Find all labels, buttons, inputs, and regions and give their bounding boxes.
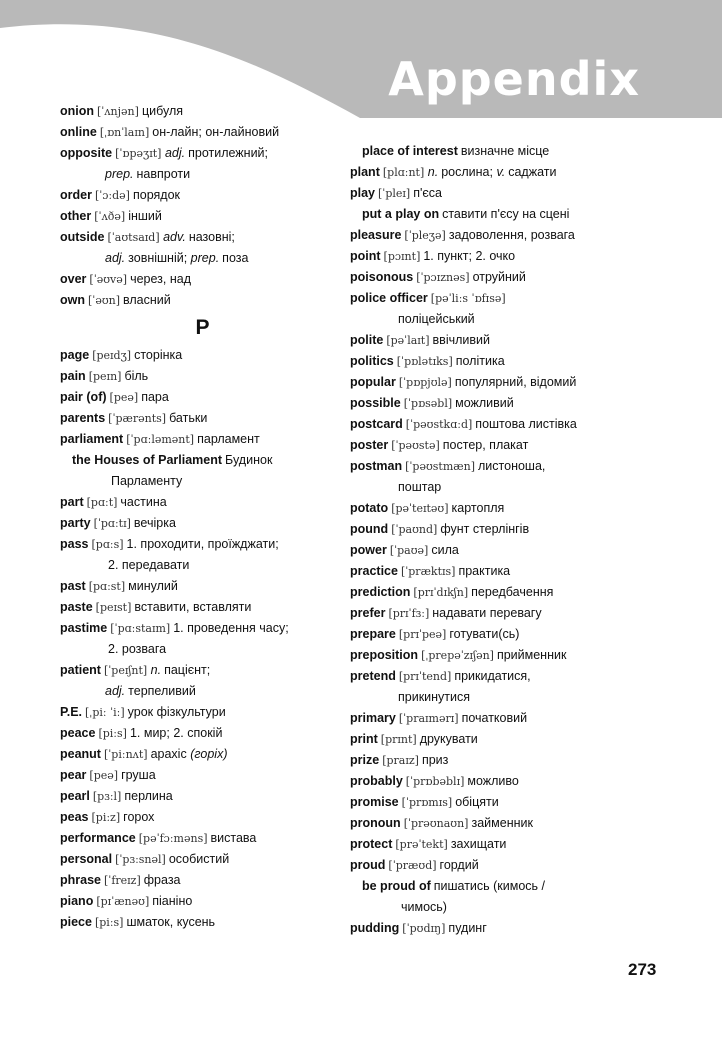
headword: paste [60, 600, 93, 614]
headword: postman [350, 459, 403, 473]
headword: peas [60, 810, 89, 824]
dictionary-entry [350, 498, 650, 519]
entry-continuation [350, 477, 650, 498]
translation: передбачення [471, 585, 554, 599]
headword: police officer [350, 291, 428, 305]
transcription: [ˈpɑːləmənt] [126, 433, 195, 446]
dictionary-entry [350, 267, 650, 288]
transcription: [ˈpaʊnd] [391, 523, 438, 536]
entry-continuation [350, 309, 650, 330]
dictionary-entry [350, 414, 650, 435]
transcription: [praɪz] [382, 754, 419, 767]
headword: primary [350, 711, 396, 725]
dictionary-entry [350, 372, 650, 393]
translation: вставити, вставляти [134, 600, 252, 614]
translation: інший [128, 209, 162, 223]
transcription: [pɜːl] [92, 790, 122, 803]
page-title: Appendix [388, 52, 640, 106]
headword: pudding [350, 921, 400, 935]
transcription: [peə] [89, 769, 119, 782]
transcription: [ˈəʊvə] [89, 273, 128, 286]
transcription: [ˈɒpəʒɪt] [115, 147, 162, 160]
headword: performance [60, 831, 136, 845]
headword: poisonous [350, 270, 414, 284]
transcription: [pəˈteɪtəʊ] [391, 502, 449, 515]
headword: promise [350, 795, 399, 809]
transcription: [ˈpræktɪs] [400, 565, 456, 578]
translation: практика [458, 564, 511, 578]
headword: probably [350, 774, 403, 788]
sub-entry [350, 876, 650, 897]
headword: order [60, 188, 92, 202]
dictionary-entry [60, 870, 345, 891]
headword: polite [350, 333, 384, 347]
dictionary-entry [350, 729, 650, 750]
transcription: [peɪn] [88, 370, 122, 383]
translation: урок фізкультури [127, 705, 226, 719]
translation: минулий [128, 579, 178, 593]
translation: особистий [168, 852, 230, 866]
translation: готувати(сь) [449, 627, 520, 641]
translation: біль [124, 369, 149, 383]
transcription: [ˈaʊtsaɪd] [107, 231, 160, 244]
transcription: [pɔɪnt] [383, 250, 421, 263]
translation: 2. розвага [108, 642, 167, 656]
headword: prize [350, 753, 380, 767]
translation: терпеливий [128, 684, 196, 698]
transcription: [pɪˈænəʊ] [96, 895, 150, 908]
headword: own [60, 293, 85, 307]
headword: be proud of [362, 879, 431, 893]
part-of-speech: adv. [163, 230, 186, 244]
transcription: [prɪˈpeə] [398, 628, 447, 641]
headword: phrase [60, 873, 101, 887]
transcription: [ˈpɜːsnəl] [115, 853, 166, 866]
dictionary-entry [60, 492, 345, 513]
headword: pass [60, 537, 89, 551]
translation: пара [141, 390, 169, 404]
dictionary-entry [60, 269, 345, 290]
headword: power [350, 543, 387, 557]
headword: page [60, 348, 90, 362]
transcription: [ˈpleɪ] [378, 187, 411, 200]
dictionary-entry [60, 786, 345, 807]
transcription: [ˈpraɪmərɪ] [398, 712, 459, 725]
headword: P.E. [60, 705, 83, 719]
headword: parents [60, 411, 106, 425]
translation: отруйний [472, 270, 526, 284]
transcription: [pəˈlaɪt] [386, 334, 430, 347]
headword: politics [350, 354, 394, 368]
translation: батьки [169, 411, 208, 425]
translation: ввічливий [432, 333, 490, 347]
translation: початковий [461, 711, 528, 725]
translation: навпроти [136, 167, 191, 181]
translation: шматок, кусень [126, 915, 216, 929]
transcription: [ˈəʊn] [88, 294, 121, 307]
dictionary-entry [60, 227, 345, 248]
transcription: [ˈprɒbəblɪ] [405, 775, 465, 788]
translation: фраза [143, 873, 181, 887]
translation: листоноша, [478, 459, 546, 473]
translation: пацієнт; [164, 663, 211, 677]
translation: парламент [197, 432, 260, 446]
headword: proud [350, 858, 386, 872]
transcription: [ˈʌðə] [94, 210, 126, 223]
translation: прийменник [496, 648, 567, 662]
translation: поліцейський [398, 312, 475, 326]
translation: чимось) [401, 900, 447, 914]
headword: prefer [350, 606, 386, 620]
dictionary-entry [60, 597, 345, 618]
transcription: [ˌɒnˈlaɪn] [99, 126, 150, 139]
translation: протилежний; [188, 146, 269, 160]
dictionary-entry [60, 723, 345, 744]
dictionary-entry [60, 122, 345, 143]
part-of-speech: n. [150, 663, 162, 677]
translation: назовні; [188, 230, 235, 244]
translation: сторінка [134, 348, 183, 362]
letter-heading: P [195, 316, 210, 339]
dictionary-entry [350, 540, 650, 561]
entry-continuation [60, 555, 345, 576]
entry-continuation [350, 687, 650, 708]
headword: potato [350, 501, 389, 515]
transcription: [ˈpræʊd] [388, 859, 437, 872]
headword: other [60, 209, 92, 223]
transcription: [prɪˈfɜː] [388, 607, 430, 620]
dictionary-entry [60, 891, 345, 912]
translation: рослина; [441, 165, 493, 179]
translation: 1. мир; 2. спокій [129, 726, 223, 740]
dictionary-entry [350, 393, 650, 414]
headword: party [60, 516, 91, 530]
translation: піаніно [152, 894, 193, 908]
page-number: 273 [628, 960, 657, 979]
headword: pleasure [350, 228, 402, 242]
translation: зовнішній; [128, 251, 188, 265]
transcription: [ˌprepəˈzɪʃən] [421, 649, 494, 662]
dictionary-entry [60, 345, 345, 366]
translation: он-лайн; он-лайновий [152, 125, 280, 139]
transcription: [ˈpəʊstə] [391, 439, 440, 452]
headword: popular [350, 375, 396, 389]
dictionary-entry [350, 624, 650, 645]
dictionary-entry [350, 771, 650, 792]
transcription: [ˈpʊdɪŋ] [402, 922, 446, 935]
translation: політика [455, 354, 505, 368]
translation: п'єса [413, 186, 442, 200]
headword: patient [60, 663, 101, 677]
sub-entry [350, 141, 650, 162]
transcription: [peə] [109, 391, 139, 404]
dictionary-entry [60, 534, 345, 555]
translation: 1. проходити, проїжджати; [126, 537, 279, 551]
dictionary-entry [350, 813, 650, 834]
transcription: [plɑːnt] [382, 166, 425, 179]
headword: personal [60, 852, 113, 866]
sub-entry-continuation [60, 471, 345, 492]
headword: piano [60, 894, 94, 908]
headword: protect [350, 837, 393, 851]
translation: 1. проведення часу; [173, 621, 289, 635]
transcription: [ˈpeɪʃnt] [103, 664, 148, 677]
translation: ставити п'єсу на сцені [442, 207, 570, 221]
transcription: [ˈpɑːstaɪm] [110, 622, 171, 635]
translation: прикидатися, [454, 669, 531, 683]
dictionary-entry [350, 225, 650, 246]
headword: onion [60, 104, 95, 118]
translation: порядок [132, 188, 180, 202]
headword: the Houses of Parliament [72, 453, 223, 467]
transcription: [ˈprəʊnaʊn] [403, 817, 469, 830]
transcription: [ˈpɒlətɪks] [396, 355, 453, 368]
transcription: [ˈpiːnʌt] [103, 748, 148, 761]
sub-entry-continuation [350, 897, 650, 918]
headword: parliament [60, 432, 124, 446]
headword: prepare [350, 627, 396, 641]
transcription: [ˈpleʒə] [404, 229, 446, 242]
translation: картопля [451, 501, 505, 515]
dictionary-entry [350, 162, 650, 183]
headword: point [350, 249, 381, 263]
entry-continuation [60, 248, 345, 269]
translation: пишатись (кимось / [433, 879, 546, 893]
entry-continuation [60, 681, 345, 702]
dictionary-entry [60, 702, 345, 723]
sub-entry [350, 204, 650, 225]
left-column [60, 101, 345, 933]
transcription: [ˈpɑːtɪ] [93, 517, 131, 530]
dictionary-entry [350, 519, 650, 540]
translation: арахіс [150, 747, 187, 761]
transcription: [piːz] [91, 811, 121, 824]
translation: цибуля [141, 104, 184, 118]
headword: postcard [350, 417, 403, 431]
transcription: [pɑːs] [91, 538, 124, 551]
part-of-speech: adj. [105, 684, 126, 698]
entry-continuation [60, 164, 345, 185]
translation: 2. передавати [108, 558, 190, 572]
transcription: [ˈʌnjən] [97, 105, 139, 118]
translation: через, над [130, 272, 191, 286]
translation: надавати перевагу [432, 606, 542, 620]
dictionary-entry [350, 918, 650, 939]
dictionary-entry [350, 561, 650, 582]
headword: place of interest [362, 144, 458, 158]
headword: part [60, 495, 84, 509]
headword: put a play on [362, 207, 440, 221]
dictionary-entry [60, 807, 345, 828]
dictionary-entry [350, 792, 650, 813]
dictionary-entry [350, 435, 650, 456]
dictionary-entry [350, 855, 650, 876]
translation: приз [421, 753, 449, 767]
dictionary-entry [60, 206, 345, 227]
dictionary-entry [350, 330, 650, 351]
translation: гордий [439, 858, 479, 872]
dictionary-entry [60, 143, 345, 164]
entry-continuation [60, 639, 345, 660]
dictionary-entry [60, 429, 345, 450]
dictionary-entry [350, 582, 650, 603]
headword: pearl [60, 789, 90, 803]
translation-note: (горіх) [190, 747, 228, 761]
headword: poster [350, 438, 389, 452]
transcription: [ˈpærənts] [108, 412, 167, 425]
headword: peace [60, 726, 96, 740]
transcription: [pəˈfɔːməns] [138, 832, 208, 845]
headword: over [60, 272, 87, 286]
right-column [350, 141, 650, 939]
translation: саджати [508, 165, 557, 179]
headword: prediction [350, 585, 411, 599]
transcription: [pəˈliːs ˈɒfɪsə] [430, 292, 506, 305]
dictionary-entry [60, 744, 345, 765]
transcription: [ˈpəʊstkɑːd] [405, 418, 473, 431]
translation: можливо [467, 774, 519, 788]
translation: поштова листівка [475, 417, 577, 431]
translation: поштар [398, 480, 442, 494]
sub-entry [60, 450, 345, 471]
translation: Парламенту [111, 474, 183, 488]
translation: визначне місце [460, 144, 550, 158]
transcription: [ˈpɔɪznəs] [416, 271, 470, 284]
headword: plant [350, 165, 380, 179]
transcription: [prəˈtekt] [395, 838, 448, 851]
translation: популярний, відомий [454, 375, 577, 389]
headword: pear [60, 768, 87, 782]
dictionary-entry [350, 351, 650, 372]
transcription: [ˈpɒpjʊlə] [398, 376, 452, 389]
dictionary-entry [60, 849, 345, 870]
transcription: [ˈpəʊstmæn] [405, 460, 475, 473]
translation: друкувати [419, 732, 478, 746]
dictionary-entry [350, 183, 650, 204]
transcription: [piːs] [94, 916, 124, 929]
dictionary-entry [60, 387, 345, 408]
translation: власний [123, 293, 171, 307]
dictionary-entry [60, 513, 345, 534]
transcription: [prɪˈdɪkʃn] [413, 586, 469, 599]
headword: pretend [350, 669, 396, 683]
transcription: [piːs] [98, 727, 127, 740]
dictionary-entry [350, 603, 650, 624]
translation: вечірка [133, 516, 176, 530]
transcription: [prɪˈtend] [398, 670, 452, 683]
transcription: [ˈpɒsəbl] [403, 397, 453, 410]
dictionary-entry [350, 750, 650, 771]
part-of-speech: adj. [164, 146, 186, 160]
dictionary-entry [350, 708, 650, 729]
part-of-speech: prep. [105, 167, 134, 181]
translation: можливий [455, 396, 514, 410]
headword: opposite [60, 146, 113, 160]
translation: перлина [124, 789, 173, 803]
dictionary-entry [60, 185, 345, 206]
headword: outside [60, 230, 105, 244]
dictionary-entry [350, 666, 650, 687]
headword: pair (of) [60, 390, 107, 404]
translation: Будинок [225, 453, 273, 467]
translation: горох [123, 810, 155, 824]
part-of-speech: adj. [105, 251, 126, 265]
headword: pain [60, 369, 86, 383]
headword: pronoun [350, 816, 401, 830]
translation: задоволення, розвага [448, 228, 575, 242]
dictionary-entry [60, 660, 345, 681]
dictionary-entry [350, 645, 650, 666]
part-of-speech: prep. [190, 251, 220, 265]
dictionary-entry [60, 618, 345, 639]
dictionary-entry [350, 288, 650, 309]
dictionary-entry [60, 912, 345, 933]
translation: груша [121, 768, 156, 782]
dictionary-entry [60, 576, 345, 597]
translation: захищати [450, 837, 507, 851]
dictionary-entry [60, 366, 345, 387]
transcription: [ˈfreɪz] [104, 874, 141, 887]
translation: поза [222, 251, 249, 265]
transcription: [ˌpiː ˈiː] [85, 706, 125, 719]
headword: pound [350, 522, 389, 536]
dictionary-entry [60, 765, 345, 786]
part-of-speech: n. [427, 165, 439, 179]
translation: прикинутися [398, 690, 471, 704]
translation: обіцяти [455, 795, 499, 809]
translation: займенник [471, 816, 533, 830]
part-of-speech: v. [496, 165, 506, 179]
transcription: [prɪnt] [380, 733, 417, 746]
translation: пудинг [448, 921, 487, 935]
headword: past [60, 579, 86, 593]
transcription: [ˈɔːdə] [94, 189, 130, 202]
translation: частина [120, 495, 167, 509]
transcription: [ˈpaʊə] [389, 544, 429, 557]
translation: 1. пункт; 2. очко [423, 249, 516, 263]
transcription: [pɑːt] [86, 496, 118, 509]
headword: online [60, 125, 97, 139]
translation: постер, плакат [442, 438, 529, 452]
dictionary-entry [60, 101, 345, 122]
dictionary-entry [60, 408, 345, 429]
headword: print [350, 732, 378, 746]
transcription: [peɪst] [95, 601, 132, 614]
translation: вистава [210, 831, 257, 845]
dictionary-entry [350, 246, 650, 267]
headword: pastime [60, 621, 108, 635]
translation: фунт стерлінгів [440, 522, 530, 536]
transcription: [ˈprɒmɪs] [401, 796, 453, 809]
translation: сила [431, 543, 459, 557]
headword: peanut [60, 747, 101, 761]
transcription: [pɑːst] [88, 580, 126, 593]
dictionary-entry [350, 456, 650, 477]
headword: practice [350, 564, 398, 578]
headword: piece [60, 915, 92, 929]
headword: preposition [350, 648, 419, 662]
dictionary-entry [60, 290, 345, 311]
dictionary-entry [350, 834, 650, 855]
headword: possible [350, 396, 401, 410]
headword: play [350, 186, 376, 200]
dictionary-entry [60, 828, 345, 849]
transcription: [peɪdʒ] [92, 349, 132, 362]
